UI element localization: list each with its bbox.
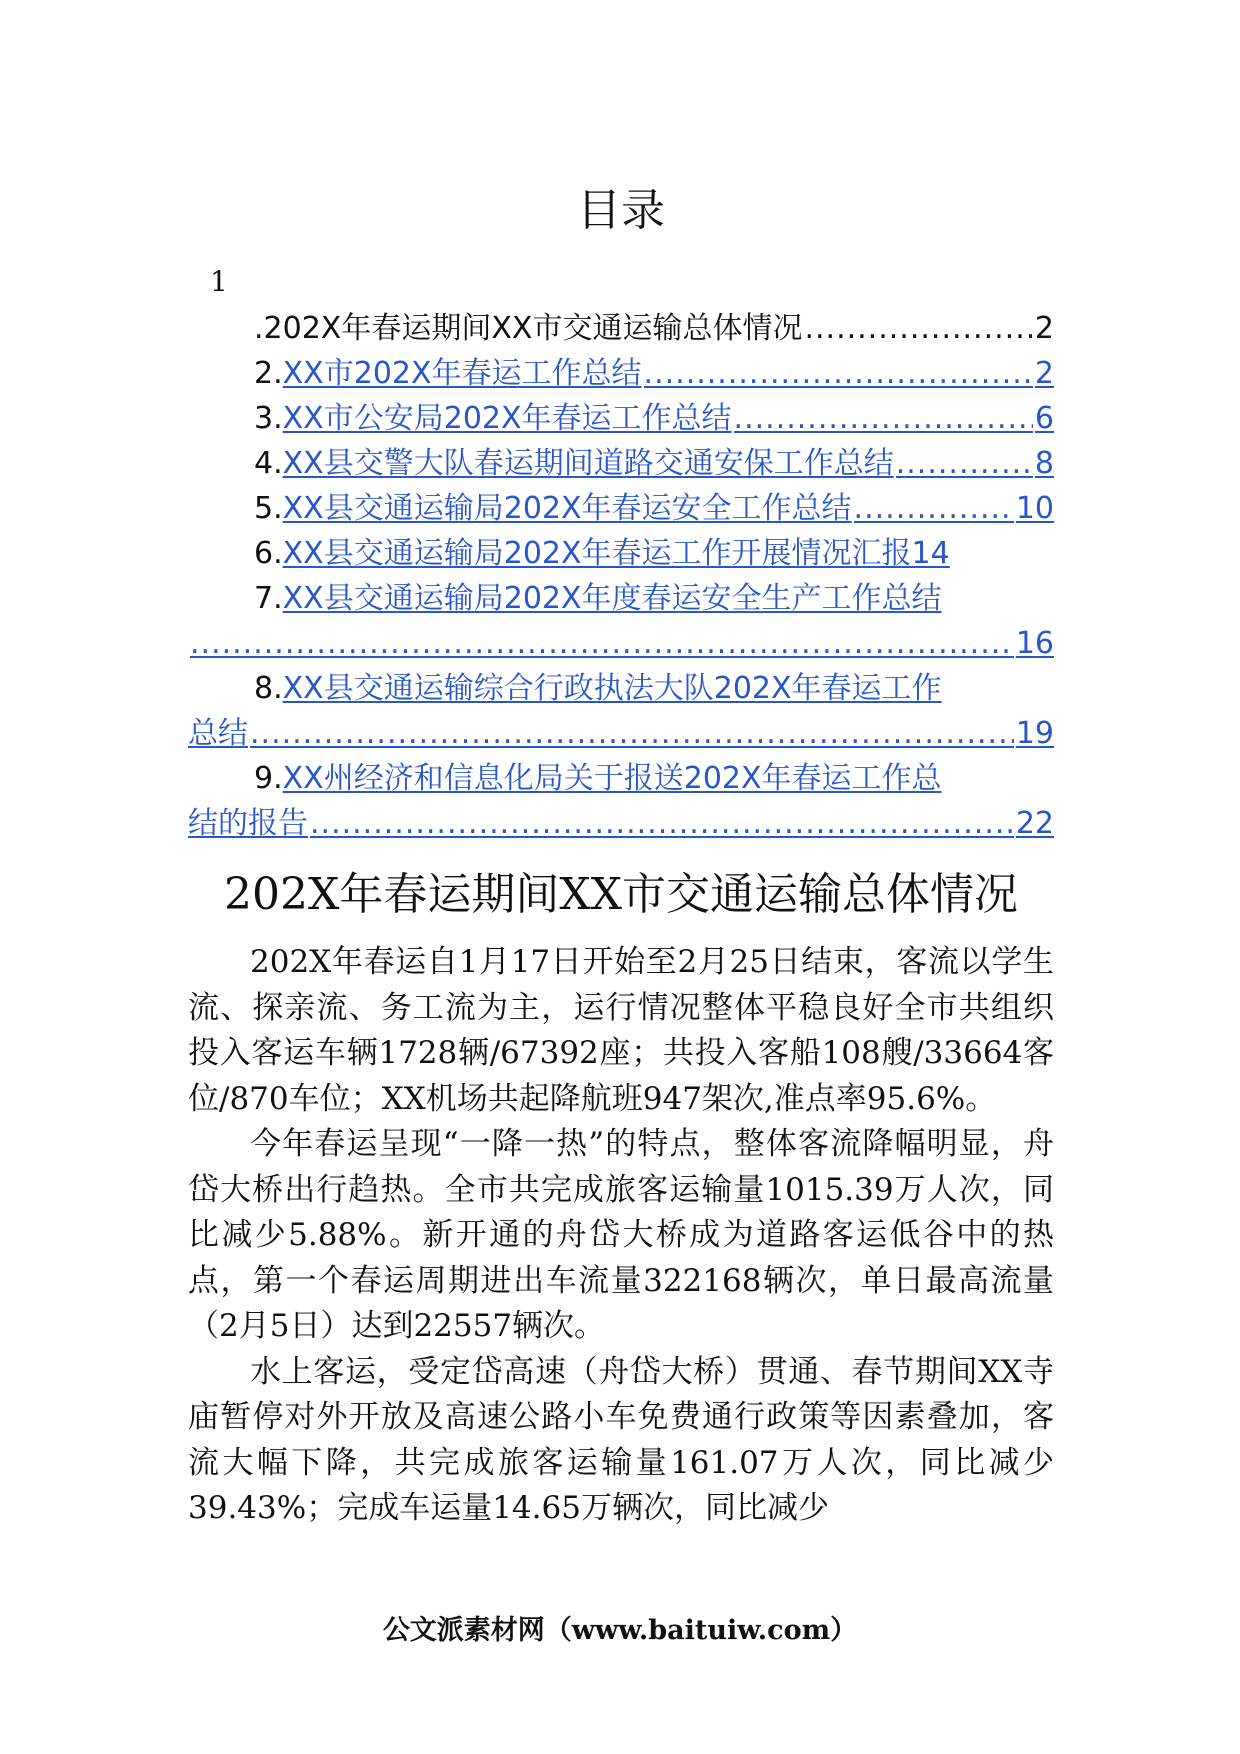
toc-item-link[interactable]: 结的报告 [188,806,308,841]
section-body [188,940,1054,1532]
toc-leader [896,441,1033,486]
toc-item-link[interactable]: XX县交警大队春运期间道路交通安保工作总结 [282,446,894,481]
toc-item-link[interactable]: XX市公安局202X年春运工作总结 [282,401,732,436]
toc-item-7[interactable] [188,576,1054,621]
toc-item-9[interactable] [188,756,1054,801]
toc-item-number: 2. [254,356,283,391]
toc-item-page[interactable]: 22 [1015,806,1054,841]
toc-item-page[interactable]: 16 [1015,626,1054,661]
toc-item-page[interactable]: 8 [1034,446,1054,481]
toc-item-link[interactable]: XX州经济和信息化局关于报送202X年春运工作总 [282,761,942,796]
table-of-contents [188,306,1054,846]
paragraph: 今年春运呈现“一降一热”的特点，整体客流降幅明显，舟岱大桥出行趋热。全市共完成旅客运输量1015.39万人次，同比减少5.88%。新开通的舟岱大桥成为道路客运低谷中的热点，第一个春运周期进出车流量322168辆次，单日最高流量（2月5日）达到22557辆次。 [188,1126,1054,1344]
toc-item-5[interactable] [188,486,1054,531]
toc-item-number: 4. [254,446,283,481]
toc-item-6[interactable] [188,531,1054,576]
toc-title: 目录 [577,185,665,236]
paragraph: 水上客运，受定岱高速（舟岱大桥）贯通、春节期间XX寺庙暂停对外开放及高速公路小车免费通行政策等因素叠加，客流大幅下降，共完成旅客运输量161.07万人次，同比减少39.43%；完成车运量14.65万辆次，同比减少 [188,1353,1054,1526]
toc-item-3[interactable] [188,396,1054,441]
toc-item-page[interactable]: 14 [911,536,950,571]
toc-item-link[interactable]: XX县交通运输局202X年春运安全工作总结 [282,491,852,526]
section-title: 202X年春运期间XX市交通运输总体情况 [224,869,1018,920]
toc-item-link[interactable]: XX市202X年春运工作总结 [282,356,642,391]
toc-item-page[interactable]: 2 [1034,356,1054,391]
toc-item-page: 2 [1034,311,1054,346]
toc-item-number: 6. [254,536,283,571]
toc-item-number: 8. [254,671,283,706]
toc-leader [734,396,1033,441]
toc-item-number: . [254,311,264,346]
toc-leader [854,486,1014,531]
toc-item-page[interactable]: 6 [1034,401,1054,436]
toc-item-link[interactable]: XX县交通运输局202X年春运工作开展情况汇报 [282,536,912,571]
toc-item-link[interactable]: XX县交通运输综合行政执法大队202X年春运工作 [282,671,942,706]
toc-item-page[interactable]: 19 [1015,716,1054,751]
toc-leader [804,306,1032,351]
footer-watermark: 公文派素材网（www.baituiw.com） [382,1615,858,1646]
toc-item-text: 202X年春运期间XX市交通运输总体情况 [263,311,803,346]
toc-item-1 [188,306,1054,351]
toc-item-8[interactable] [188,666,1054,711]
toc-leader [310,801,1014,846]
toc-item-2[interactable] [188,351,1054,396]
toc-item-number: 7. [254,581,283,616]
toc-item-9-continued[interactable] [188,801,1054,846]
stray-number: 1 [210,265,228,298]
toc-leader [644,351,1033,396]
toc-leader [250,711,1014,756]
toc-item-page[interactable]: 10 [1015,491,1054,526]
toc-item-link[interactable]: XX县交通运输局202X年度春运安全生产工作总结 [282,581,942,616]
toc-item-7-continued[interactable] [188,621,1054,666]
paragraph: 202X年春运自1月17日开始至2月25日结束，客流以学生流、探亲流、务工流为主，运行情况整体平稳良好全市共组织投入客运车辆1728辆/67392座；共投入客船108艘/33664客位/870车位；XX机场共起降航班947架次,准点率95.6%。 [188,944,1054,1117]
toc-item-number: 3. [254,401,283,436]
toc-item-8-continued[interactable] [188,711,1054,756]
toc-item-number: 5. [254,491,283,526]
toc-item-number: 9. [254,761,283,796]
toc-item-link[interactable]: 总结 [188,716,248,751]
toc-leader [190,621,1014,666]
toc-item-4[interactable] [188,441,1054,486]
